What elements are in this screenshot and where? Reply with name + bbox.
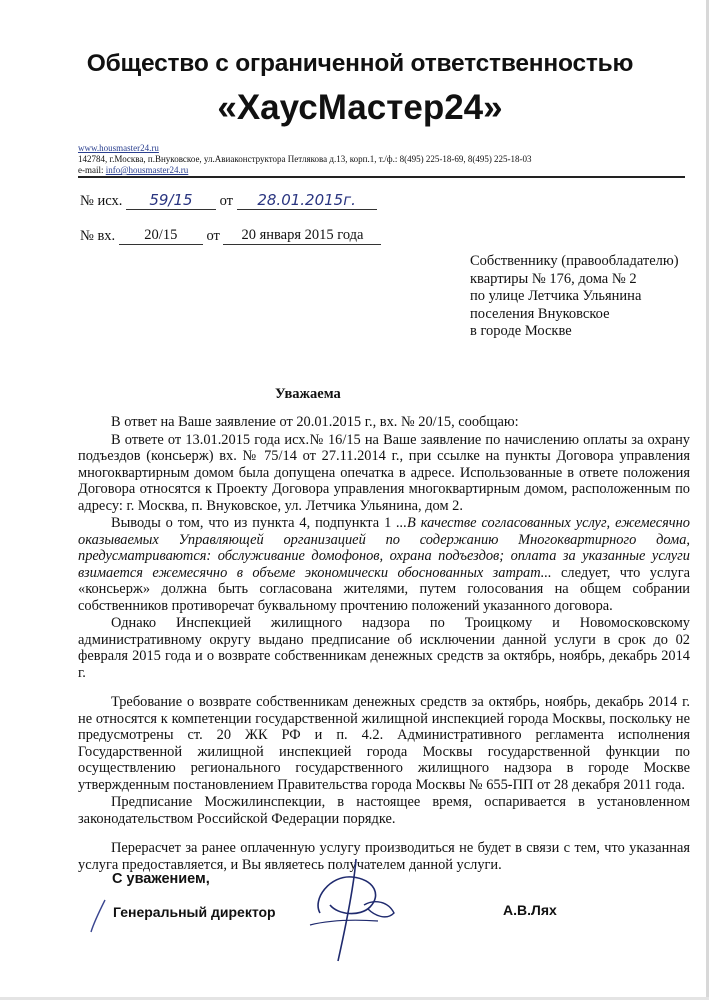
incoming-registration: [80, 227, 381, 245]
incoming-date: 20 января 2015 года: [241, 227, 364, 243]
outgoing-number: 59/15: [149, 191, 193, 209]
addressee-line: квартиры № 176, дома № 2: [470, 270, 637, 287]
company-address: 142784, г.Москва, п.Внуковское, ул.Авиаконструктора Петлякова д.13, корп.1, т./ф.: 8(495) 225-18-69, 8(495) 225-18-03: [78, 154, 532, 164]
body-paragraph: Перерасчет за ранее оплаченную услугу производиться не будет в связи с тем, что указанная услуга предоставляется, и Вы являетесь получателем данной услуги.: [78, 840, 690, 873]
body-paragraph: Требование о возврате собственникам денежных средств за октябрь, ноябрь, декабрь 2014 г. не относятся к компетенции государственной жилищной инспекцией города Москвы, поскольку не предусмотрены ст. 20 ЖК РФ и п. 4.2. Административного регламента исполнения Государственной жилищной инспекцией города Москвы государственной функции по осуществлению регионального государственного жилищного надзора в городе Москве утвержденным постановлением Правительства города Москвы № 655-ПП от 28 декабря 2011 года.: [78, 694, 690, 793]
body-paragraph: Предписание Мосжилинспекции, в настоящее время, оспаривается в установленном законодательством Российской Федерации порядке.: [78, 794, 690, 827]
outgoing-date: 28.01.2015г.: [257, 191, 356, 209]
incoming-number-label: № вх.: [80, 228, 116, 244]
body-paragraph: [78, 515, 690, 614]
letterhead-title: Общество с ограниченной ответственностью: [86, 50, 634, 77]
website-link[interactable]: www.housmaster24.ru: [78, 143, 159, 153]
addressee-line: по улице Летчика Ульянина: [470, 288, 642, 304]
outgoing-date-label: от: [219, 193, 233, 209]
signatory-name: А.В.Лях: [503, 902, 557, 918]
handwritten-mark-icon: [88, 898, 110, 934]
addressee-line: поселения Внуковское: [470, 305, 610, 322]
body-paragraph: В ответе от 13.01.2015 года исх.№ 16/15 на Ваше заявление по начислению оплаты за охрану подъездов (консьерж) вх. № 75/14 от 27.11.2014 г., при ссылке на пункты Договора управления многоквартирным домом была допущена опечатка в адресе. Использованные в ответе положения Договора относятся к Проекту Договора управления многоквартирным домом, расположенным по адресу: г. Москва, п. Внуковское, ул. Летчика Ульянина, дом 2.: [78, 431, 690, 514]
body-paragraph: В ответ на Ваше заявление от 20.01.2015 г., вх. № 20/15, сообщаю:: [111, 414, 519, 430]
incoming-date-label: от: [206, 228, 220, 244]
closing-phrase: С уважением,: [112, 871, 210, 887]
incoming-number-field: [119, 227, 203, 245]
incoming-number: 20/15: [144, 227, 178, 243]
salutation: Уважаема: [275, 386, 341, 402]
email-link[interactable]: info@housmaster24.ru: [105, 165, 189, 175]
addressee-line: Собственнику (правообладателю): [470, 253, 679, 269]
letterhead-contacts: [78, 143, 532, 176]
signature-icon: [290, 855, 410, 965]
quote-conclusion: следует, что услуга «консьерж» должна быть согласована жителями, путем голосования на общем собрании собственников противоречат буквальному прочтению положений указанного договора.: [78, 564, 690, 614]
addressee-line: в городе Москве: [470, 323, 572, 339]
letterhead-divider: [78, 176, 685, 178]
body-paragraph: Однако Инспекцией жилищного надзора по Троицкому и Новомосковскому административному округу выдано предписание об исключении данной услуги в срок до 02 февраля 2015 года и о возврате собственникам денежных средств за октябрь, ноябрь, декабрь 2014 г.: [78, 615, 690, 681]
signatory-position: Генеральный директор: [113, 904, 276, 920]
incoming-date-field: [223, 227, 381, 245]
letterhead-company-name: «ХаусМастер24»: [217, 88, 503, 127]
outgoing-registration: [80, 192, 377, 210]
outgoing-number-label: № исх.: [80, 193, 123, 209]
email-label: e-mail:: [78, 165, 106, 175]
quote-intro: Выводы о том, что из пункта 4, подпункта 1: [111, 515, 397, 531]
letter-body: [78, 414, 690, 874]
outgoing-number-field: [126, 192, 216, 210]
addressee-block: [470, 253, 679, 341]
email-line: [78, 165, 532, 176]
outgoing-date-field: [237, 192, 377, 210]
contract-quote: ...В качестве согласованных услуг, ежемесячно оказываемых Управляющей организацией по содержанию Многоквартирного дома, предусматриваются: обслуживание домофонов, охрана подъездов; оплата за указанные услуги взимается ежемесячно в объеме экономически обоснованных затрат...: [78, 515, 690, 581]
